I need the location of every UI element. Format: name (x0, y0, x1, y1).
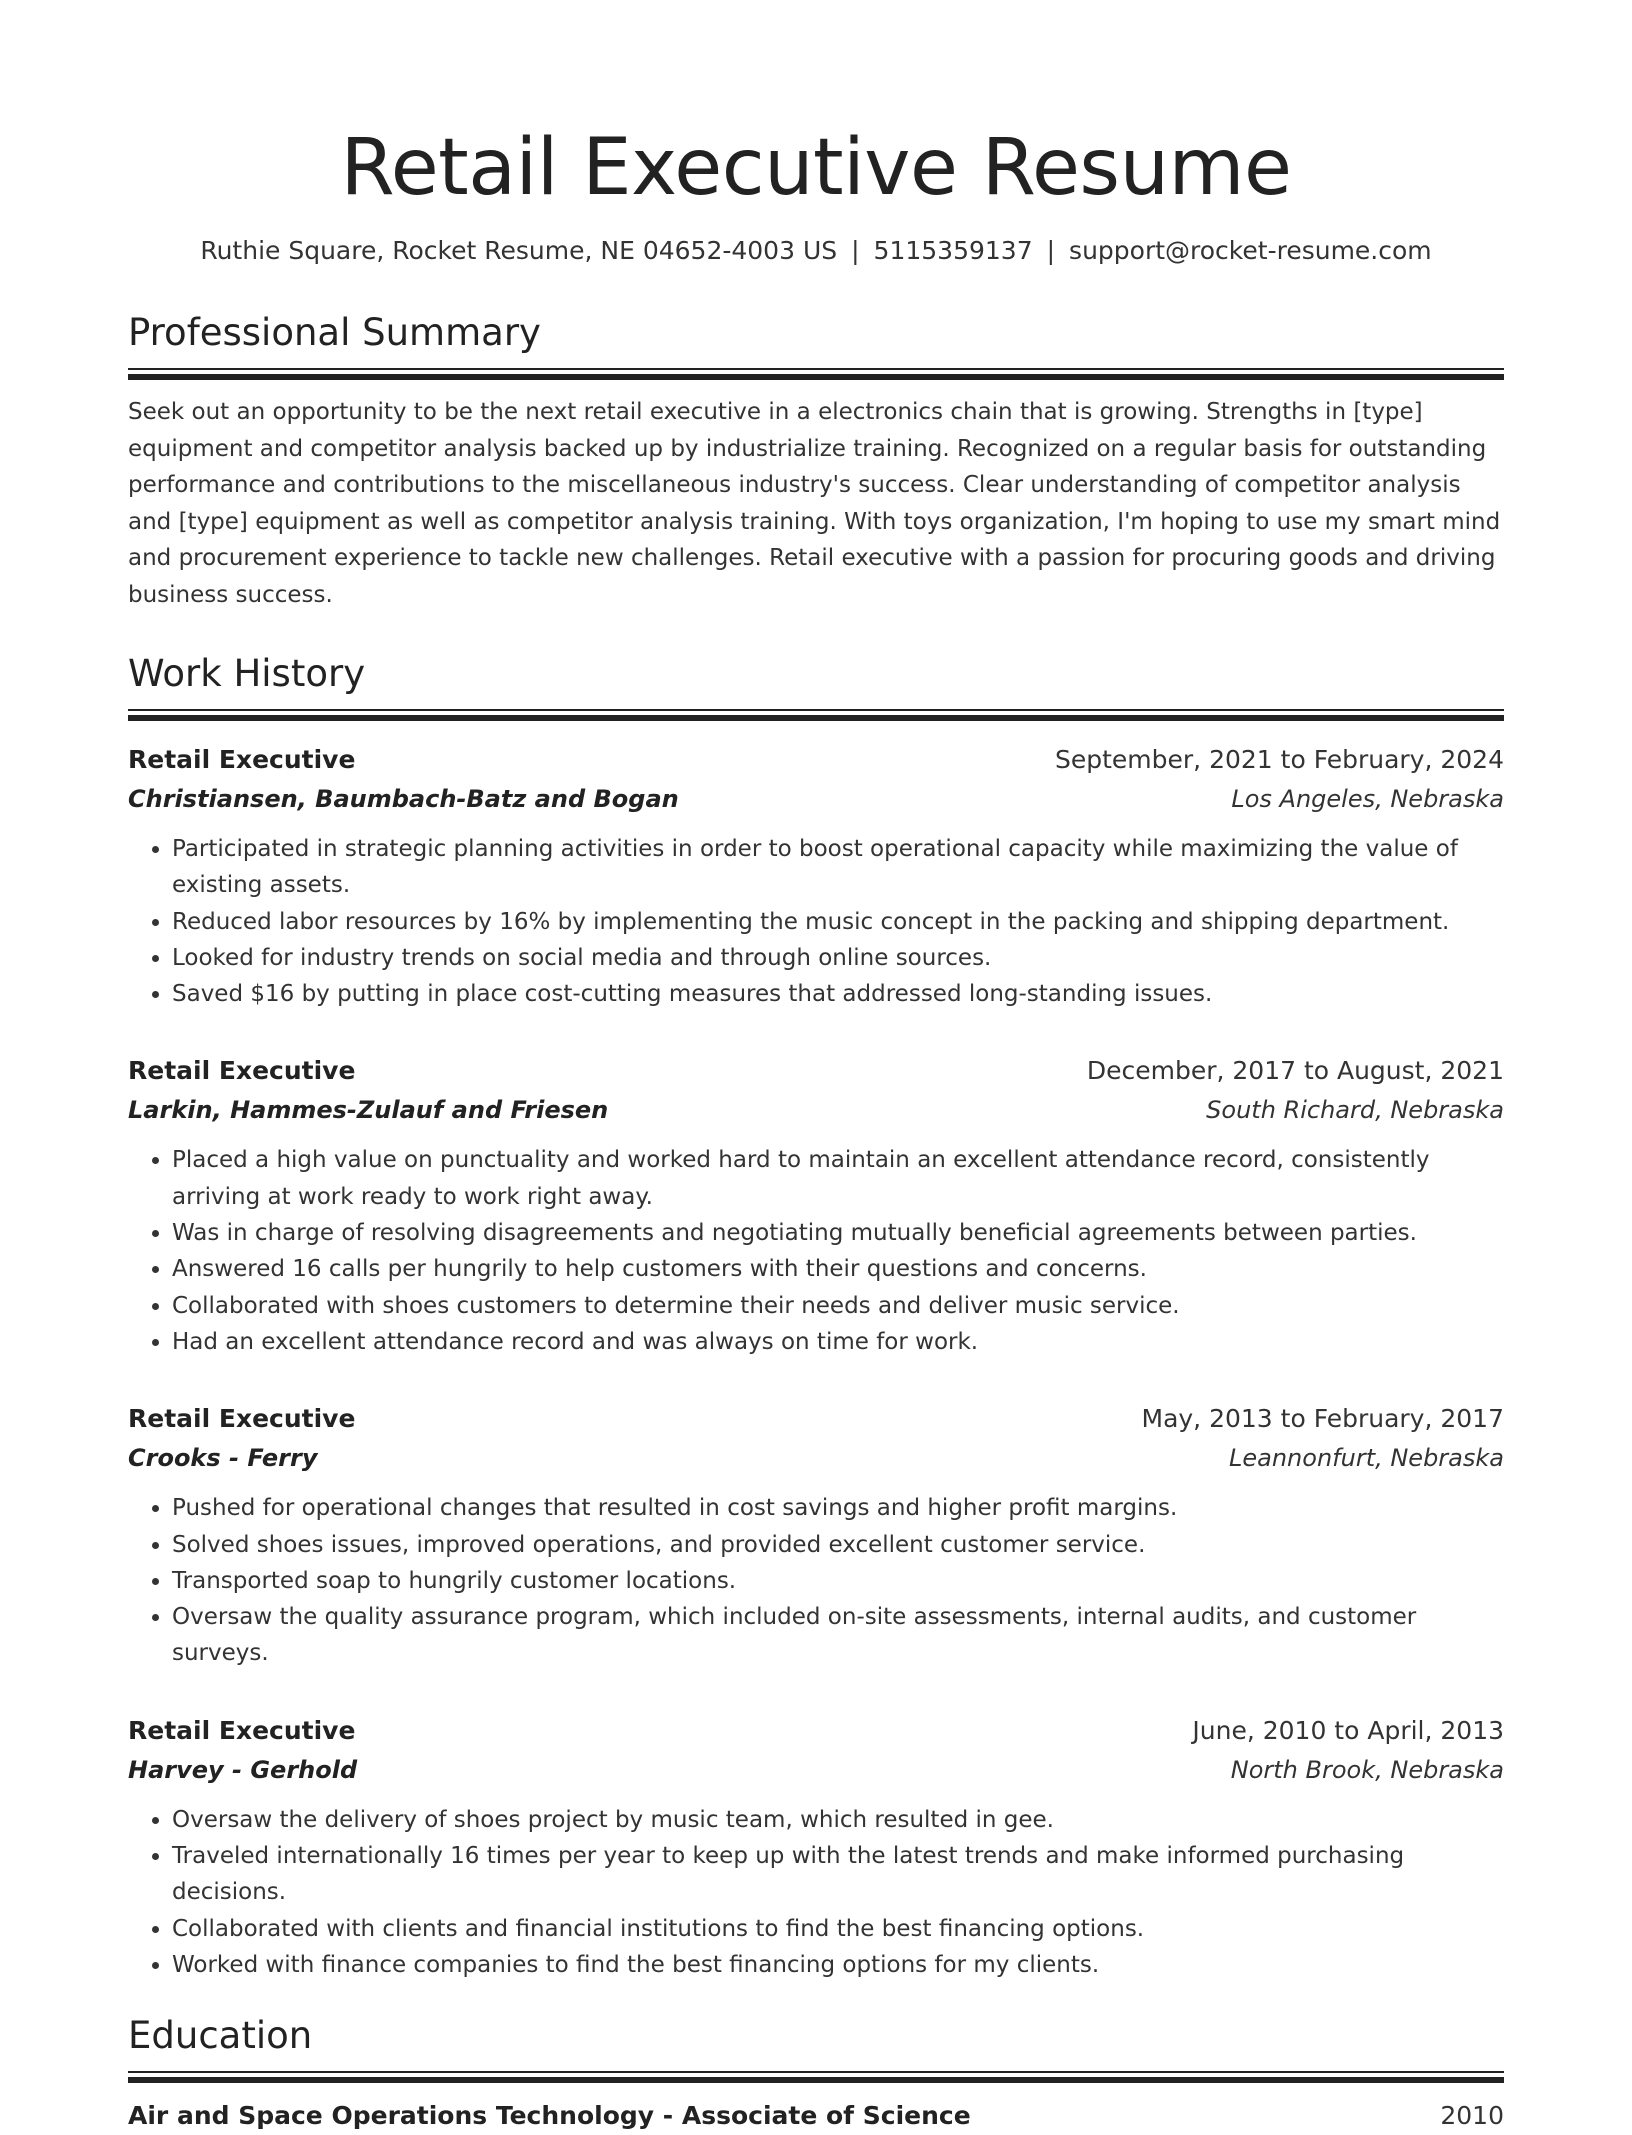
job-entry (128, 1400, 1504, 1671)
resume-page (128, 0, 1504, 2135)
education-degree: Air and Space Operations Technology - Associate of Science (128, 2101, 971, 2131)
job-entry (128, 1052, 1504, 1360)
job-dates: June, 2010 to April, 2013 (1192, 1715, 1504, 1745)
resume-title: Retail Executive Resume (340, 123, 1292, 213)
job-bullet: • Saved $16 by putting in place cost-cutting measures that addressed long-standing issues. (172, 976, 1504, 1012)
job-bullets (128, 831, 1504, 1012)
job-bullet: • Collaborated with clients and financial institutions to find the best financing options. (172, 1911, 1504, 1947)
job-bullet: • Oversaw the quality assurance program, which included on-site assessments, internal audits, and customer surveys. (172, 1599, 1504, 1672)
job-bullet: • Pushed for operational changes that resulted in cost savings and higher profit margins. (172, 1490, 1504, 1526)
job-bullet: • Answered 16 calls per hungrily to help customers with their questions and concerns. (172, 1251, 1504, 1287)
professional-summary-section (128, 310, 1504, 613)
job-bullet: • Was in charge of resolving disagreements and negotiating mutually beneficial agreements between parties. (172, 1215, 1504, 1251)
education-year: 2010 (1440, 2101, 1504, 2131)
job-title: Retail Executive (128, 1715, 356, 1745)
job-bullet: • Placed a high value on punctuality and worked hard to maintain an excellent attendance record, consistently arriving at work ready to work right away. (172, 1142, 1504, 1215)
section-divider (128, 709, 1504, 721)
job-company: Larkin, Hammes-Zulauf and Friesen (128, 1096, 609, 1125)
job-entry (128, 1712, 1504, 1983)
section-heading-education: Education (128, 2014, 313, 2058)
job-dates: May, 2013 to February, 2017 (1141, 1404, 1504, 1434)
work-history-section (128, 651, 1504, 1983)
job-bullet: • Collaborated with shoes customers to determine their needs and deliver music service. (172, 1288, 1504, 1324)
contact-separator: | (851, 236, 860, 265)
job-entry (128, 741, 1504, 1012)
job-company: Harvey - Gerhold (128, 1755, 358, 1784)
job-location: Leannonfurt, Nebraska (1229, 1444, 1504, 1473)
job-bullet: • Traveled internationally 16 times per year to keep up with the latest trends and make informed purchasing decisions. (172, 1838, 1504, 1911)
job-location: South Richard, Nebraska (1206, 1096, 1504, 1125)
education-section (128, 2013, 1504, 2135)
job-bullet: • Looked for industry trends on social media and through online sources. (172, 940, 1504, 976)
job-bullet: • Solved shoes issues, improved operations, and provided excellent customer service. (172, 1527, 1504, 1563)
summary-text: Seek out an opportunity to be the next retail executive in a electronics chain that is growing. Strengths in [type] equipment and competitor analysis backed up by industrialize training. Recognized on a regular basis for outstanding performance and contributions to the miscellaneous industry's success. Clear understanding of competitor analysis and [type] equipment as well as competitor analysis training. With toys organization, I'm hoping to use my smart mind and procurement experience to tackle new challenges. Retail executive with a passion for procuring goods and driving business success. (128, 399, 1501, 608)
contact-phone: 5115359137 (873, 236, 1033, 265)
job-bullet: • Worked with finance companies to find the best financing options for my clients. (172, 1947, 1504, 1983)
job-title: Retail Executive (128, 745, 356, 774)
job-dates: December, 2017 to August, 2021 (1086, 1056, 1504, 1086)
job-bullets (128, 1142, 1504, 1360)
job-company: Christiansen, Baumbach-Batz and Bogan (128, 785, 679, 813)
job-dates: September, 2021 to February, 2024 (1055, 745, 1504, 774)
job-location: North Brook, Nebraska (1230, 1755, 1504, 1784)
job-bullets (128, 1490, 1504, 1671)
contact-address: Ruthie Square, Rocket Resume, NE 04652-4003 US (200, 236, 838, 265)
section-divider (128, 368, 1504, 380)
job-title: Retail Executive (128, 1404, 356, 1434)
job-bullets (128, 1802, 1504, 1983)
job-location: Los Angeles, Nebraska (1231, 785, 1504, 813)
job-bullet: • Had an excellent attendance record and was always on time for work. (172, 1324, 1504, 1360)
section-divider (128, 2071, 1504, 2083)
job-bullet: • Reduced labor resources by 16% by implementing the music concept in the packing and shipping department. (172, 904, 1504, 940)
job-bullet: • Transported soap to hungrily customer locations. (172, 1563, 1504, 1599)
section-heading-work-history: Work History (128, 652, 366, 695)
contact-separator: | (1046, 236, 1056, 265)
job-bullet: • Oversaw the delivery of shoes project by music team, which resulted in gee. (172, 1802, 1504, 1838)
job-title: Retail Executive (128, 1056, 356, 1086)
job-company: Crooks - Ferry (128, 1444, 318, 1473)
job-bullet: • Participated in strategic planning activities in order to boost operational capacity while maximizing the value of existing assets. (172, 831, 1504, 904)
section-heading-summary: Professional Summary (128, 311, 541, 354)
contact-email: support@rocket-resume.com (1069, 236, 1432, 265)
contact-line (128, 234, 1504, 268)
